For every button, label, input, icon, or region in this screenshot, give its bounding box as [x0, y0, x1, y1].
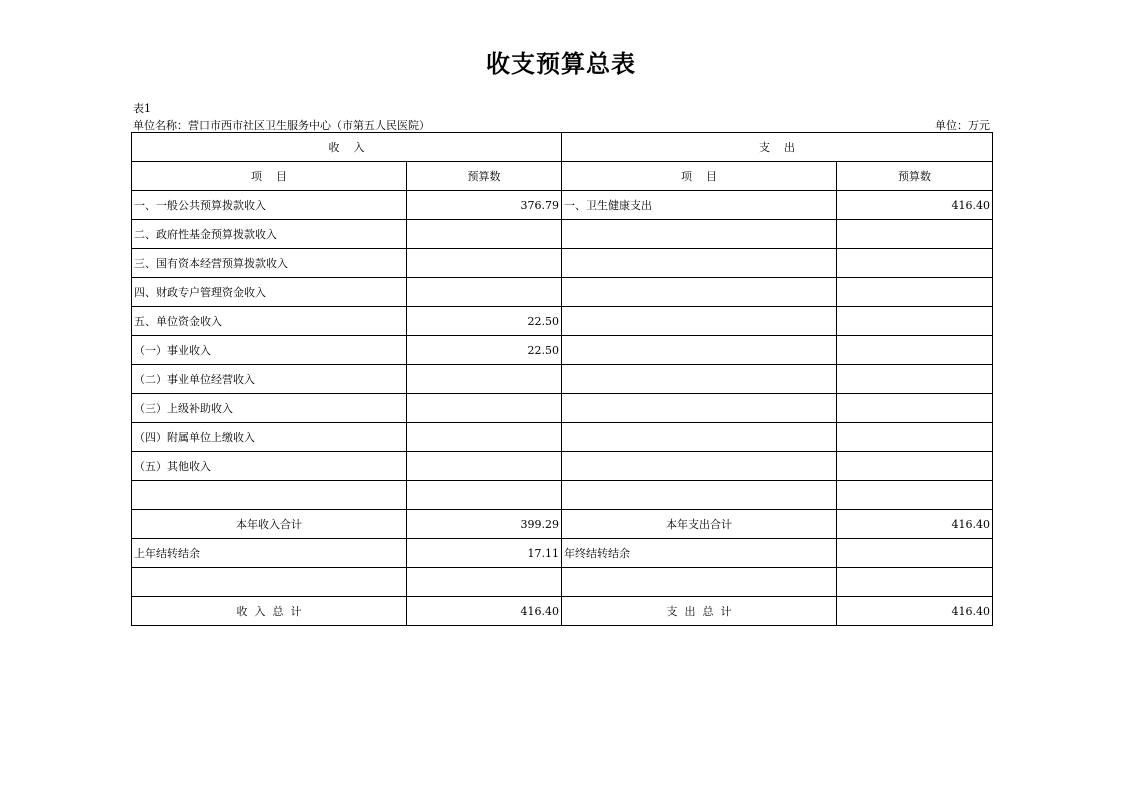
expense-amount-cell	[837, 220, 993, 249]
income-carryover-amount: 17.11	[407, 539, 562, 568]
income-amount-header: 预算数	[407, 162, 562, 191]
table-number: 表1	[133, 102, 151, 115]
table-row	[132, 394, 993, 423]
table-row	[132, 278, 993, 307]
expense-total-amount: 416.40	[837, 597, 993, 626]
income-amount-cell	[407, 452, 562, 481]
expense-item-cell	[562, 278, 837, 307]
expense-item-cell	[562, 336, 837, 365]
income-item-cell: 二、政府性基金预算拨款收入	[132, 220, 407, 249]
income-amount-cell: 22.50	[407, 336, 562, 365]
expense-amount-cell	[837, 365, 993, 394]
expense-amount-cell	[837, 394, 993, 423]
table-row	[132, 249, 993, 278]
unit-name: 单位名称：营口市西市社区卫生服务中心（市第五人民医院）	[133, 119, 430, 132]
income-group-header: 收 入	[132, 133, 562, 162]
expense-amount-cell	[837, 423, 993, 452]
expense-carryover-label: 年终结转结余	[562, 539, 837, 568]
expense-group-header: 支 出	[562, 133, 993, 162]
expense-item-cell	[562, 365, 837, 394]
page-title: 收支预算总表	[486, 50, 636, 78]
income-amount-cell: 22.50	[407, 307, 562, 336]
income-amount-cell	[407, 394, 562, 423]
grand-total-row	[132, 597, 993, 626]
expense-item-cell	[562, 307, 837, 336]
table-row	[132, 191, 993, 220]
income-amount-cell	[407, 278, 562, 307]
table-row	[132, 365, 993, 394]
budget-summary-table	[131, 132, 993, 626]
currency-unit: 单位：万元	[935, 119, 990, 132]
table-row	[132, 307, 993, 336]
income-item-cell	[132, 481, 407, 510]
expense-subtotal-label: 本年支出合计	[562, 510, 837, 539]
expense-amount-cell: 416.40	[837, 191, 993, 220]
income-amount-cell	[407, 481, 562, 510]
income-amount-cell	[407, 365, 562, 394]
expense-amount-cell	[837, 452, 993, 481]
expense-total-label: 支 出 总 计	[562, 597, 837, 626]
expense-amount-cell	[837, 278, 993, 307]
subtotal-row	[132, 510, 993, 539]
blank-row	[132, 568, 993, 597]
group-header-row	[132, 133, 993, 162]
income-item-cell: （三）上级补助收入	[132, 394, 407, 423]
expense-item-cell	[562, 220, 837, 249]
income-item-cell: （五）其他收入	[132, 452, 407, 481]
expense-subtotal-amount: 416.40	[837, 510, 993, 539]
table-row	[132, 452, 993, 481]
expense-amount-cell	[837, 481, 993, 510]
table-row	[132, 423, 993, 452]
expense-amount-cell	[837, 307, 993, 336]
income-item-cell: （二）事业单位经营收入	[132, 365, 407, 394]
income-item-cell: 五、单位资金收入	[132, 307, 407, 336]
expense-item-cell	[562, 452, 837, 481]
income-amount-cell	[407, 249, 562, 278]
income-item-cell: 四、财政专户管理资金收入	[132, 278, 407, 307]
income-amount-cell	[407, 423, 562, 452]
income-item-header: 项 目	[132, 162, 407, 191]
expense-amount-cell	[837, 249, 993, 278]
table-row	[132, 220, 993, 249]
income-carryover-label: 上年结转结余	[132, 539, 407, 568]
income-item-cell: （一）事业收入	[132, 336, 407, 365]
table-row	[132, 336, 993, 365]
expense-item-cell	[562, 481, 837, 510]
column-header-row	[132, 162, 993, 191]
expense-item-header: 项 目	[562, 162, 837, 191]
table-row	[132, 481, 993, 510]
income-item-cell: 一、一般公共预算拨款收入	[132, 191, 407, 220]
expense-item-cell	[562, 249, 837, 278]
income-total-amount: 416.40	[407, 597, 562, 626]
income-item-cell: 三、国有资本经营预算拨款收入	[132, 249, 407, 278]
income-subtotal-amount: 399.29	[407, 510, 562, 539]
income-subtotal-label: 本年收入合计	[132, 510, 407, 539]
income-amount-cell	[407, 220, 562, 249]
expense-item-cell: 一、卫生健康支出	[562, 191, 837, 220]
expense-item-cell	[562, 394, 837, 423]
income-amount-cell: 376.79	[407, 191, 562, 220]
expense-item-cell	[562, 423, 837, 452]
carryover-row	[132, 539, 993, 568]
expense-amount-cell	[837, 336, 993, 365]
expense-amount-header: 预算数	[837, 162, 993, 191]
income-total-label: 收 入 总 计	[132, 597, 407, 626]
expense-carryover-amount	[837, 539, 993, 568]
income-item-cell: （四）附属单位上缴收入	[132, 423, 407, 452]
